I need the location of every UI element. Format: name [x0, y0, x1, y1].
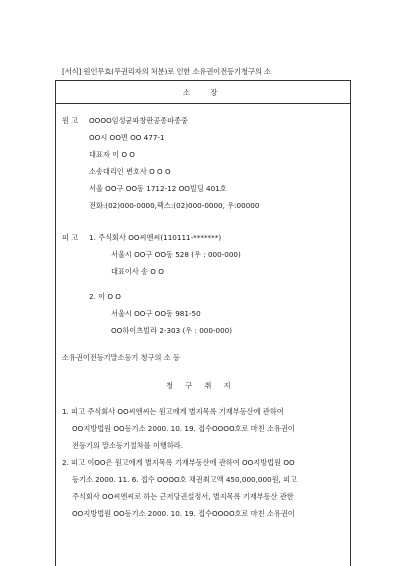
claim-line: 주식회사 OO씨엔씨로 하는 근저당권설정서, 별지목록 기재부동산 관한 [72, 492, 294, 501]
defendant-2-name: 2. 이 O O [89, 292, 121, 301]
defendant-1-representative: 대표이사 송 O O [111, 267, 164, 276]
plaintiff-name: OOOO임성균파창판공종파종중 [89, 116, 189, 125]
defendant-2-address: 서울시 OO구 OO동 981-50 [111, 309, 201, 318]
claim-line: 1. 피고 주식회사 OO씨엔씨는 원고에게 별지목록 기재부동산에 관하여 [62, 407, 284, 416]
plaintiff-label: 원 고 [62, 116, 79, 125]
claim-line: 2. 피고 이OO은 원고에게 별지목록 기재부동산에 관하여 OO지방법원 OO [62, 458, 295, 467]
claim-line: 전등기의 말소등기절차를 이행하라. [72, 441, 184, 450]
complaint-frame [55, 80, 351, 566]
claim-line: 등기소 2000. 11. 6. 접수 OOOO호 채권최고액 450,000,000원, 피고 [72, 475, 297, 484]
case-name: 소유권이전등기말소등기 청구의 소 등 [62, 353, 180, 362]
plaintiff-address: OO시 OO면 OO 477-1 [89, 133, 165, 142]
attorney-office: 서울 OO구 OO동 1712-12 OO빌딩 401호 [89, 184, 227, 193]
claim-line: OO지방법원 OO등기소 2000. 10. 19. 접수OOOO호로 마친 소유권이 [72, 509, 295, 518]
complaint-heading: 소 장 [183, 88, 227, 97]
defendant-2-detail: OO하이츠빌라 2-303 (우 : 000-000) [111, 326, 233, 335]
attorney-contact: 전화:(02)000-0000,팩스:(02)000-0000, 우:00000 [89, 201, 260, 210]
heading-divider [56, 103, 350, 104]
plaintiff-representative: 대표자 이 O O [89, 150, 135, 159]
defendant-label: 피 고 [62, 233, 79, 242]
defendant-1-name: 1. 주식회사 OO씨엔씨(110111-*******) [89, 233, 222, 242]
document-title: [서식] 원인무효(무권리자의 처분)로 인한 소유권이전등기청구의 소 [62, 67, 271, 76]
defendant-1-address: 서울시 OO구 OO동 528 (우 : 000-000) [111, 250, 241, 259]
claims-section-title: 청 구 취 지 [166, 381, 236, 390]
plaintiff-attorney: 소송대리인 변호사 O O O [89, 167, 171, 176]
claim-line: OO지방법원 OO등기소 2000. 10. 19. 접수OOOO호로 마친 소유권이 [72, 424, 295, 433]
